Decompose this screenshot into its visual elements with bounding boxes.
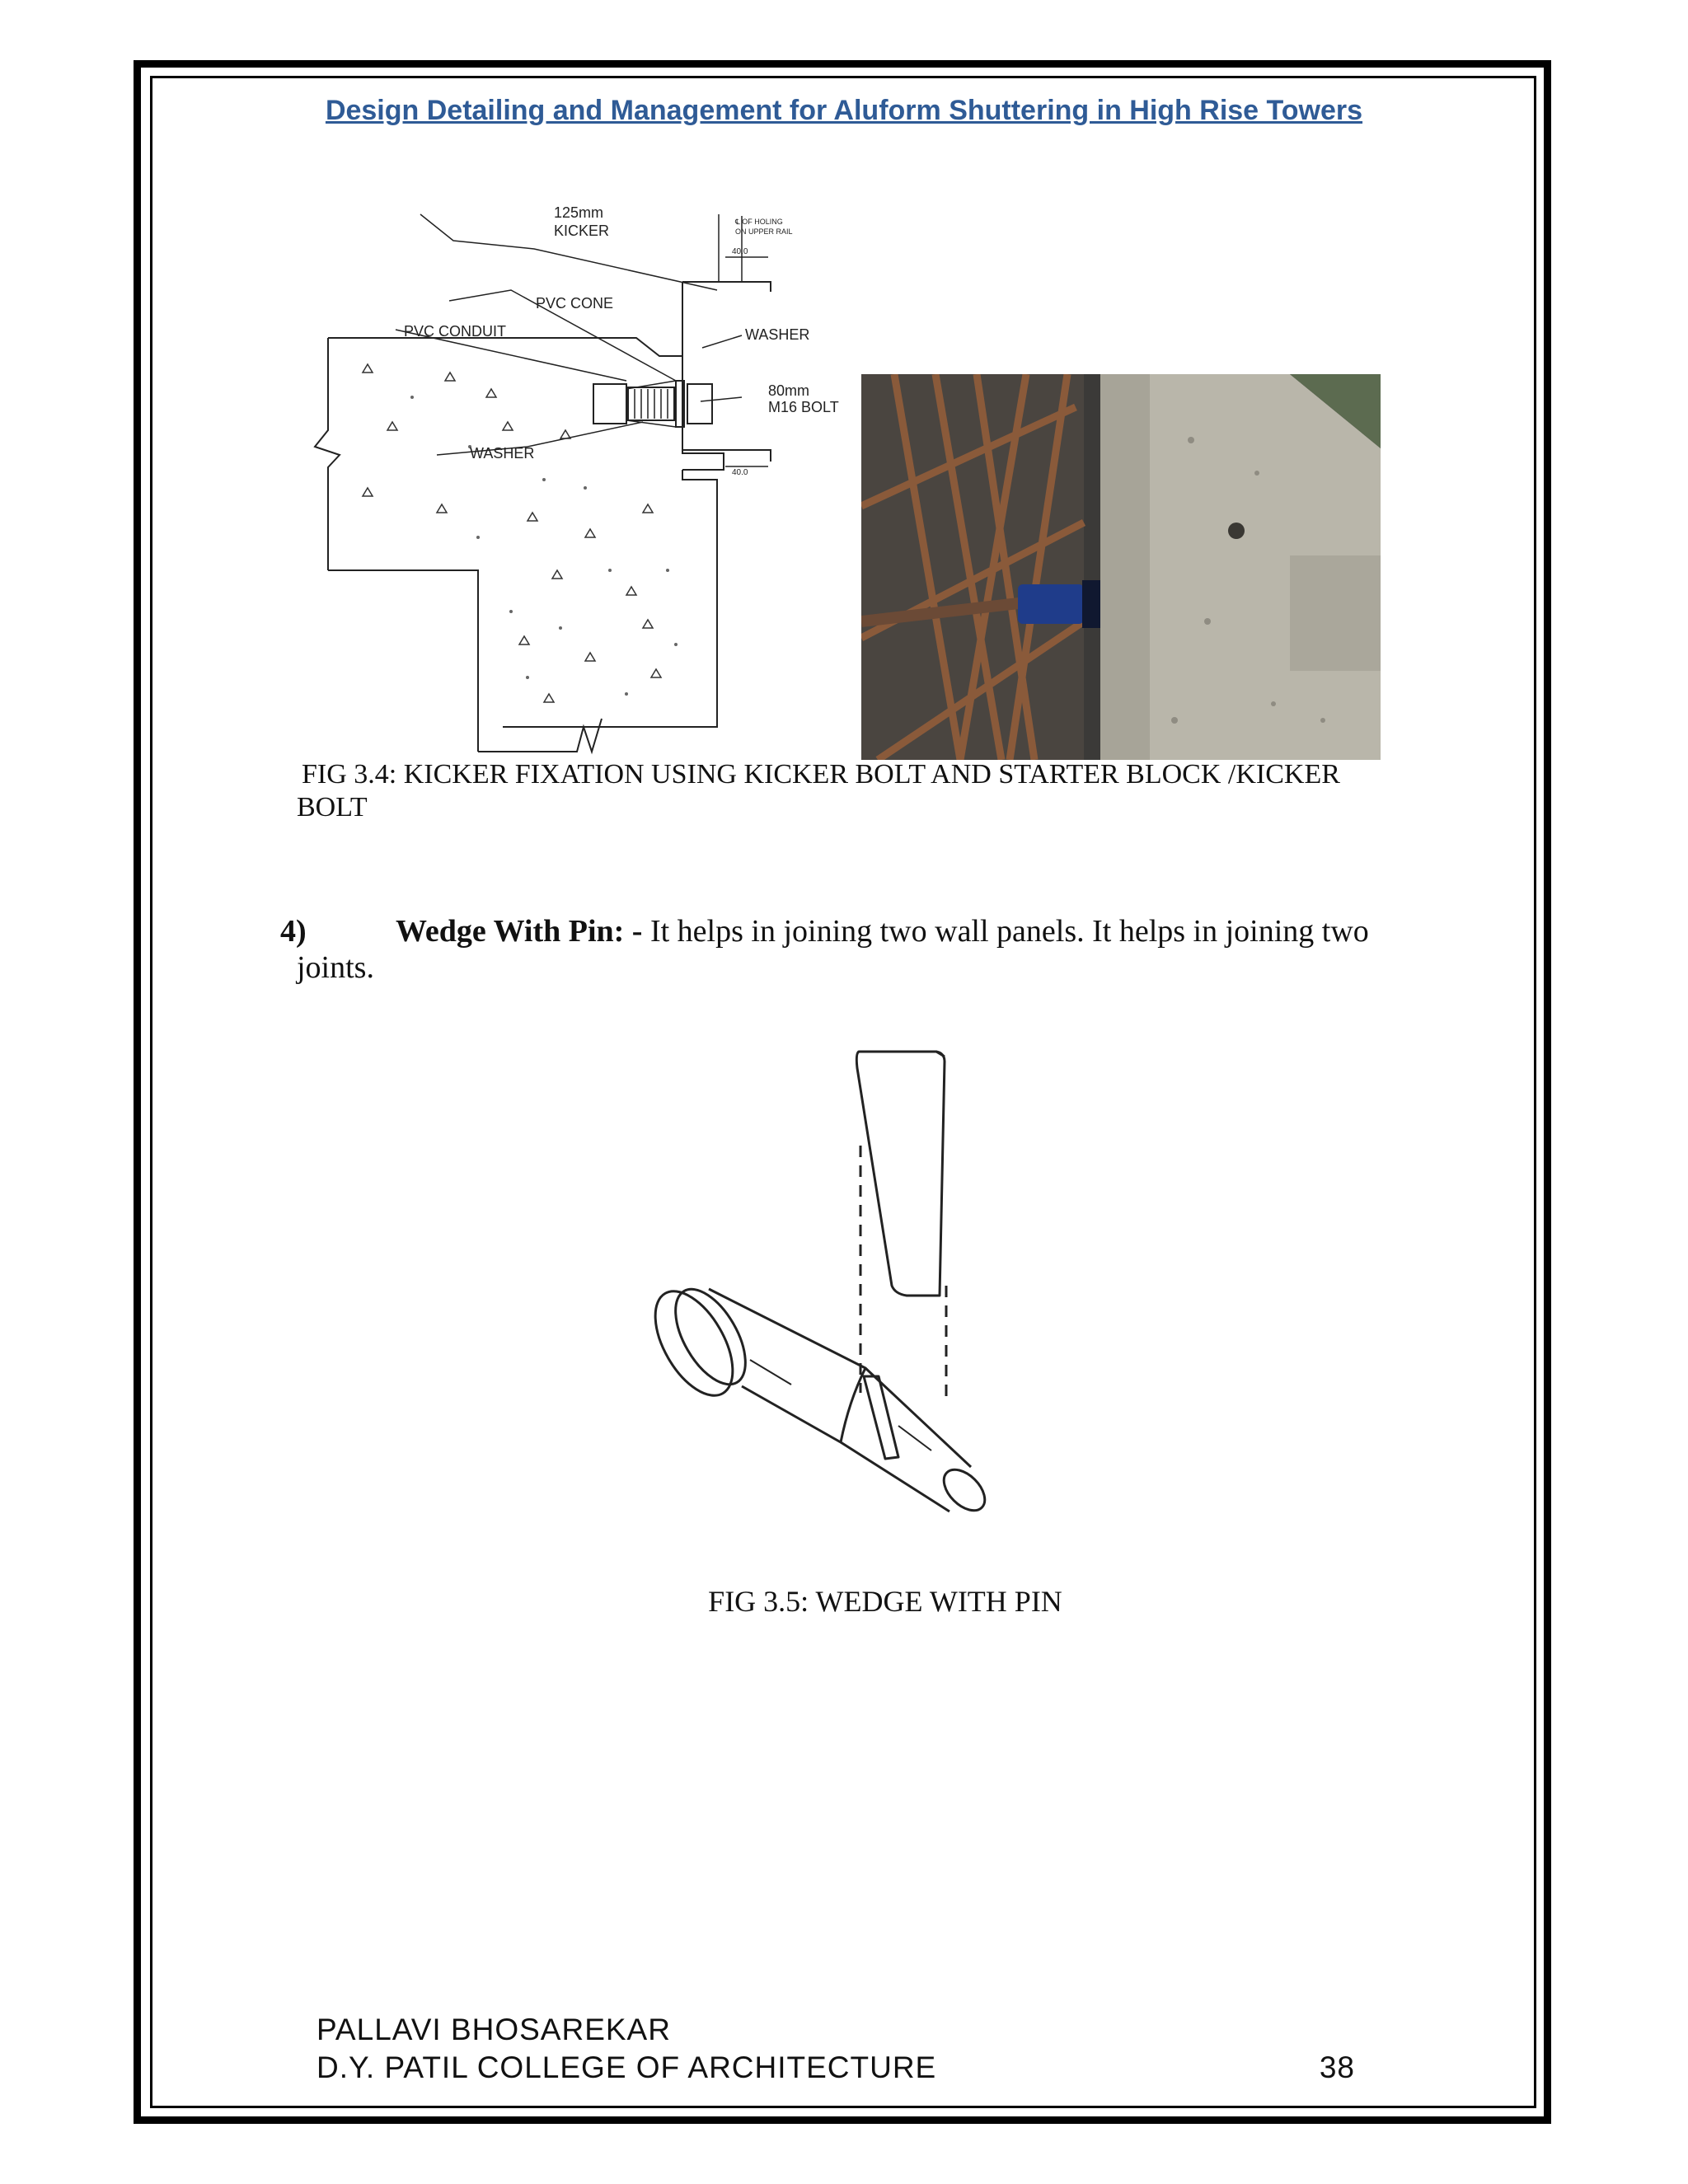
- label-kicker-size: 125mm: [554, 204, 604, 221]
- label-washer-right: WASHER: [745, 326, 810, 343]
- footer-institution: D.Y. PATIL COLLEGE OF ARCHITECTURE: [316, 2050, 937, 2084]
- section-text-line2: joints.: [297, 950, 374, 985]
- label-dim-top: 40.0: [732, 247, 748, 256]
- wedge-with-pin-drawing: [651, 1038, 1039, 1533]
- label-pvc-conduit: PVC CONDUIT: [404, 323, 507, 340]
- section-number: 4): [280, 914, 307, 949]
- figure-3-4-caption-line1: FIG 3.4: KICKER FIXATION USING KICKER BOLT AND STARTER BLOCK /KICKER: [302, 759, 1340, 790]
- label-bolt-size: 80mm: [768, 382, 810, 399]
- section-heading: Wedge With Pin: -: [396, 914, 643, 949]
- kicker-bolt-site-photo: [861, 374, 1381, 760]
- running-header: Design Detailing and Management for Aluform Shuttering in High Rise Towers: [325, 95, 1363, 126]
- label-holing-1: ℄ OF HOLING: [735, 218, 783, 226]
- section-4-paragraph: [280, 913, 1385, 986]
- figure-3-4-caption: [297, 758, 1385, 824]
- page-number: 38: [1319, 2050, 1355, 2084]
- label-washer-left: WASHER: [470, 445, 535, 462]
- label-bolt: M16 BOLT: [768, 399, 839, 415]
- section-text-line1: It helps in joining two wall panels. It helps in joining two: [642, 914, 1369, 949]
- kicker-bolt-section-drawing: [313, 183, 849, 760]
- figure-3-4-caption-line2: BOLT: [297, 792, 368, 823]
- label-kicker: KICKER: [554, 223, 610, 239]
- figure-3-5-caption: FIG 3.5: WEDGE WITH PIN: [708, 1585, 1062, 1618]
- label-dim-bottom: 40.0: [732, 468, 748, 477]
- label-holing-2: ON UPPER RAIL: [735, 227, 793, 236]
- footer-author: PALLAVI BHOSAREKAR: [316, 2013, 671, 2046]
- page-footer: [316, 2011, 1355, 2087]
- label-pvc-cone: PVC CONE: [536, 295, 614, 312]
